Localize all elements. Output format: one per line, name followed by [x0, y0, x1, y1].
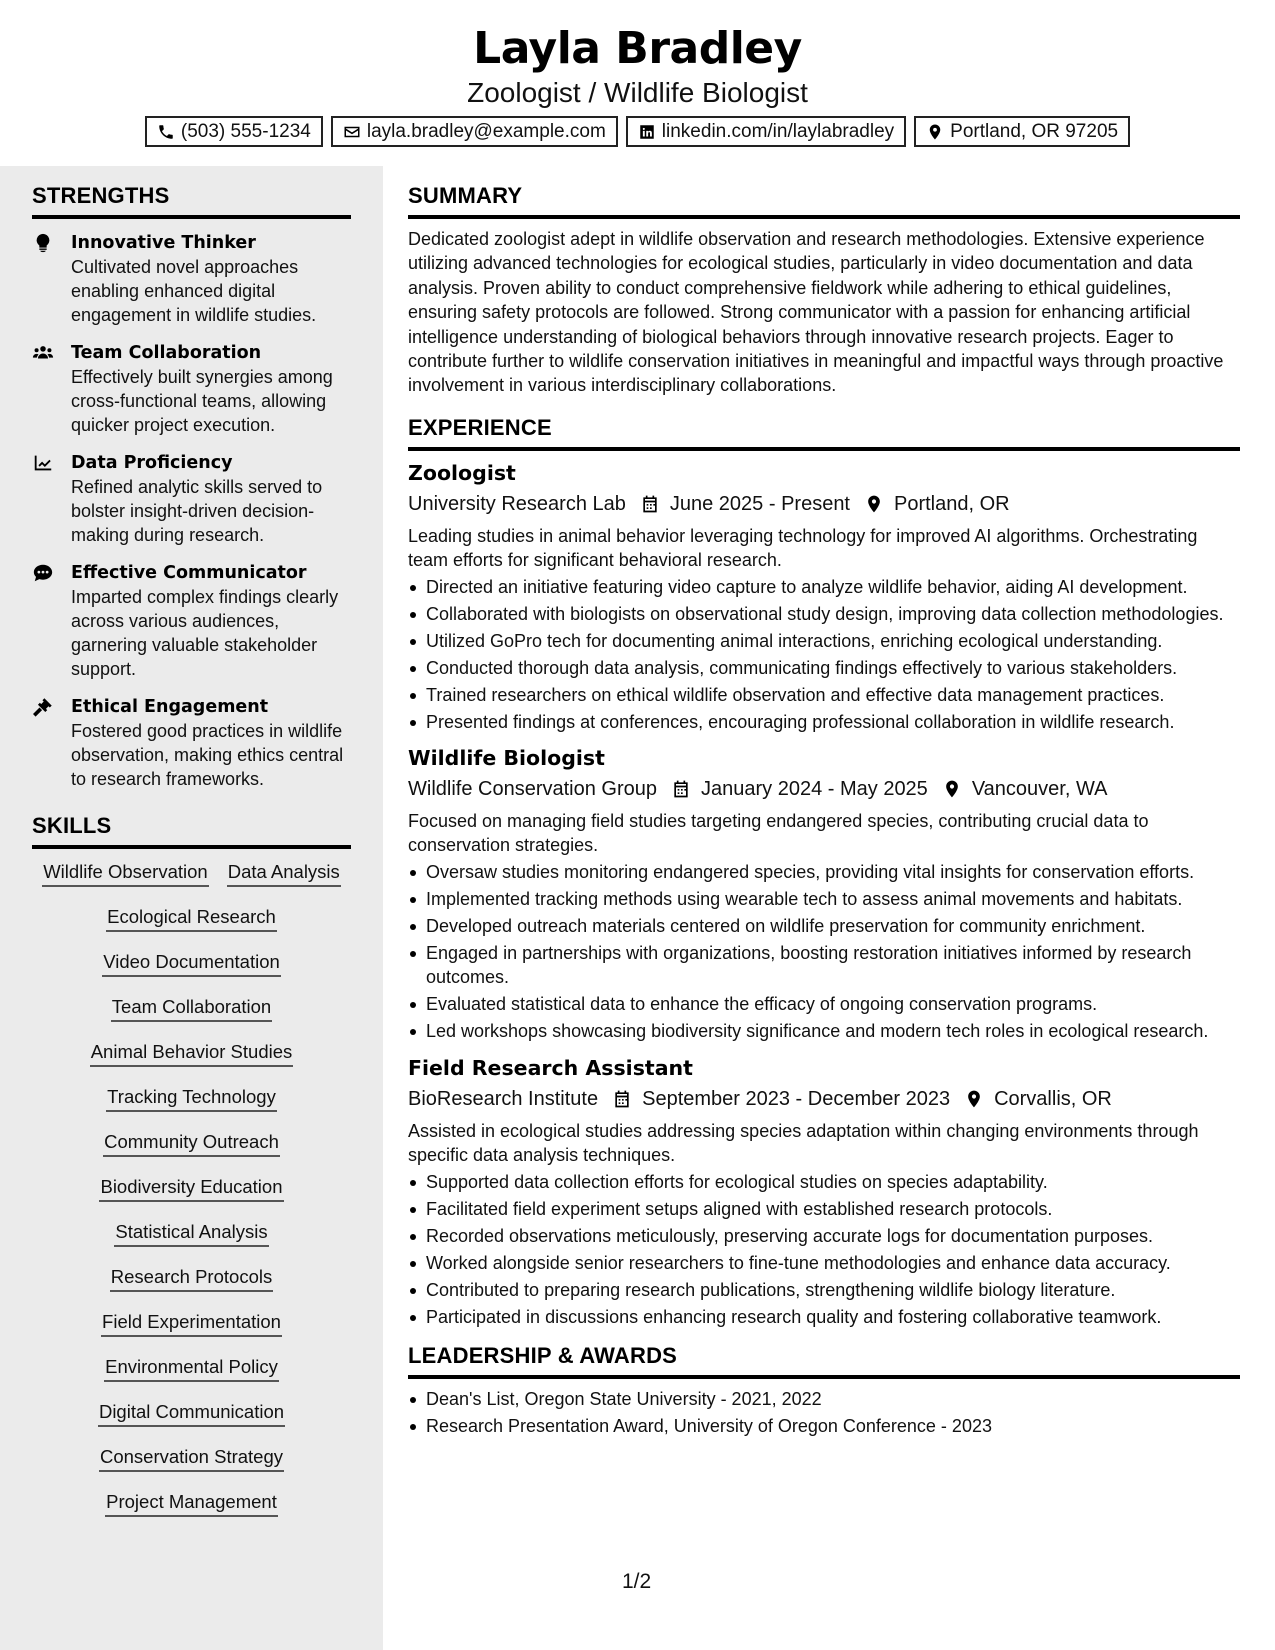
bullet-item: Implemented tracking methods using wearable tech to assess animal movements and habitats. [408, 887, 1240, 911]
bullet-item: Trained researchers on ethical wildlife observation and effective data management practices. [408, 683, 1240, 707]
strength-title: Innovative Thinker [71, 233, 256, 253]
job-entry [408, 1054, 1240, 1329]
awards-heading: LEADERSHIP & AWARDS [408, 1343, 1240, 1379]
job-bullets [408, 1170, 1240, 1329]
calendar-icon [612, 1089, 632, 1109]
skill-tag: Digital Communication [98, 1399, 285, 1427]
job-location: Vancouver, WA [971, 778, 1108, 801]
users-icon [32, 342, 54, 364]
bullet-item: Participated in discussions enhancing research quality and fostering collaborative teamwork. [408, 1305, 1240, 1329]
awards-section [408, 1343, 1240, 1438]
award-item: Research Presentation Award, University of Oregon Conference - 2023 [408, 1414, 1240, 1438]
bullet-item: Contributed to preparing research publications, strengthening wildlife biology literature. [408, 1278, 1240, 1302]
skill-tag: Ecological Research [106, 904, 277, 932]
candidate-name: Layla Bradley [473, 23, 802, 74]
skill-tag: Data Analysis [227, 859, 341, 887]
skill-tag: Biodiversity Education [99, 1174, 283, 1202]
contact-linkedin [626, 116, 906, 147]
strength-item [32, 695, 351, 791]
job-location: Corvallis, OR [994, 1087, 1112, 1110]
experience-heading: EXPERIENCE [408, 415, 1240, 451]
linkedin-icon [638, 123, 656, 141]
calendar-icon [640, 494, 660, 514]
map-pin-icon [926, 123, 944, 141]
calendar-icon [671, 779, 691, 799]
bullet-item: Collaborated with biologists on observational study design, improving data collection methodologies. [408, 602, 1240, 626]
job-description: Focused on managing field studies targeting endangered species, contributing crucial data to conservation strategies. [408, 811, 1149, 856]
bullet-item: Evaluated statistical data to enhance the efficacy of ongoing conservation programs. [408, 992, 1240, 1016]
map-pin-icon [864, 494, 884, 514]
strength-desc: Refined analytic skills served to bolster insight-driven decision-making during research. [71, 477, 323, 545]
skill-tag: Statistical Analysis [114, 1219, 268, 1247]
bullet-item: Led workshops showcasing biodiversity significance and modern tech roles in ecological research. [408, 1019, 1240, 1043]
job-title: Wildlife Biologist [408, 746, 605, 771]
skill-tag: Video Documentation [102, 949, 281, 977]
awards-list [408, 1387, 1240, 1438]
bullet-item: Facilitated field experiment setups aligned with established research protocols. [408, 1197, 1240, 1221]
strength-item [32, 451, 351, 547]
lightbulb-icon [32, 232, 54, 254]
job-dates: September 2023 - December 2023 [642, 1087, 951, 1110]
contact-email-text: layla.bradley@example.com [366, 120, 606, 142]
job-bullets [408, 575, 1240, 734]
page-number: 1/2 [622, 1570, 652, 1593]
job-description: Leading studies in animal behavior leveraging technology for improved AI algorithms. Orchestrating team efforts for significant behavioral research. [408, 525, 1198, 571]
skill-tag: Project Management [105, 1489, 278, 1517]
contact-location [914, 116, 1130, 147]
bullet-item: Utilized GoPro tech for documenting animal interactions, enriching ecological understanding. [408, 629, 1240, 653]
job-company: University Research Lab [408, 492, 626, 515]
chart-line-icon [32, 452, 54, 474]
bullet-item: Recorded observations meticulously, preserving accurate logs for documentation purposes. [408, 1224, 1240, 1248]
skills-list [32, 859, 351, 1534]
skill-tag: Team Collaboration [111, 994, 272, 1022]
skill-tag: Animal Behavior Studies [90, 1039, 294, 1067]
skill-tag: Conservation Strategy [99, 1444, 284, 1472]
skill-tag: Research Protocols [110, 1264, 273, 1292]
summary-heading: SUMMARY [408, 183, 1240, 219]
sidebar [0, 166, 383, 1650]
contact-bar [0, 116, 1275, 147]
main-content [408, 166, 1240, 1441]
job-title: Field Research Assistant [408, 1055, 693, 1080]
phone-icon [157, 123, 175, 141]
envelope-icon [343, 123, 361, 141]
bullet-item: Worked alongside senior researchers to fine-tune methodologies and enhance data accuracy. [408, 1251, 1240, 1275]
job-company: BioResearch Institute [408, 1087, 599, 1110]
skills-heading: SKILLS [32, 813, 351, 849]
bullet-item: Conducted thorough data analysis, communicating findings effectively to various stakeholders. [408, 656, 1240, 680]
strength-title: Data Proficiency [71, 453, 233, 473]
strength-item [32, 231, 351, 327]
skill-tag: Wildlife Observation [42, 859, 209, 887]
skill-tag: Tracking Technology [106, 1084, 277, 1112]
summary-section [408, 183, 1240, 398]
bullet-item: Supported data collection efforts for ecological studies on species adaptability. [408, 1170, 1240, 1194]
bullet-item: Engaged in partnerships with organizations, boosting restoration initiatives informed by research outcomes. [408, 941, 1240, 990]
strength-title: Ethical Engagement [71, 697, 269, 717]
job-dates: January 2024 - May 2025 [701, 778, 928, 801]
job-company: Wildlife Conservation Group [408, 778, 657, 801]
contact-location-text: Portland, OR 97205 [950, 120, 1119, 142]
strength-desc: Imparted complex findings clearly across various audiences, garnering valuable stakeholder support. [71, 587, 339, 679]
resume-header [0, 0, 1275, 166]
job-entry [408, 744, 1240, 1044]
strength-title: Team Collaboration [71, 343, 262, 363]
skill-tag: Community Outreach [103, 1129, 280, 1157]
job-meta [408, 1084, 1240, 1114]
contact-phone [145, 116, 323, 147]
job-meta [408, 489, 1240, 519]
gavel-icon [32, 696, 54, 718]
experience-section [408, 415, 1240, 1329]
bullet-item: Directed an initiative featuring video capture to analyze wildlife behavior, aiding AI development. [408, 575, 1240, 599]
strength-desc: Fostered good practices in wildlife observation, making ethics central to research frameworks. [71, 721, 344, 789]
skill-tag: Environmental Policy [104, 1354, 279, 1382]
summary-text: Dedicated zoologist adept in wildlife observation and research methodologies. Extensive experience utilizing advanced technologies for ecological studies, particularly in video documentation and data analysis. Proven ability to conduct comprehensive fieldwork while adhering to ethical guidelines, ensuring safety protocols are followed. Strong communicator with a passion for enhancing artificial intelligence understanding of biological behaviors through innovative research projects. Eager to contribute further to wildlife conservation initiatives in meaningful and impactful ways through proactive involvement in various interdisciplinary collaborations. [408, 229, 1224, 396]
job-location: Portland, OR [894, 492, 1010, 515]
strength-item [32, 341, 351, 437]
job-dates: June 2025 - Present [669, 492, 850, 515]
job-bullets [408, 860, 1240, 1044]
strength-title: Effective Communicator [71, 563, 307, 583]
job-title: Zoologist [408, 460, 516, 485]
strength-desc: Cultivated novel approaches enabling enhanced digital engagement in wildlife studies. [71, 257, 317, 325]
map-pin-icon [942, 779, 962, 799]
bullet-item: Oversaw studies monitoring endangered species, providing vital insights for conservation efforts. [408, 860, 1240, 884]
strength-desc: Effectively built synergies among cross-functional teams, allowing quicker project execution. [71, 367, 333, 435]
skill-tag: Field Experimentation [101, 1309, 282, 1337]
contact-email [331, 116, 618, 147]
bullet-item: Developed outreach materials centered on wildlife preservation for community enrichment. [408, 914, 1240, 938]
job-meta [408, 774, 1240, 804]
map-pin-icon [964, 1089, 984, 1109]
strength-item [32, 561, 351, 681]
contact-phone-text: (503) 555-1234 [180, 120, 311, 142]
strengths-heading: STRENGTHS [32, 183, 351, 219]
job-entry [408, 459, 1240, 734]
award-item: Dean's List, Oregon State University - 2021, 2022 [408, 1387, 1240, 1411]
candidate-title: Zoologist / Wildlife Biologist [467, 77, 808, 108]
strengths-section [32, 183, 351, 1534]
bullet-item: Presented findings at conferences, encouraging professional collaboration in wildlife research. [408, 710, 1240, 734]
job-description: Assisted in ecological studies addressing species adaptation within changing environments through specific data analysis techniques. [408, 1120, 1199, 1166]
contact-linkedin-text: linkedin.com/in/laylabradley [661, 120, 895, 142]
comment-dots-icon [32, 562, 54, 584]
